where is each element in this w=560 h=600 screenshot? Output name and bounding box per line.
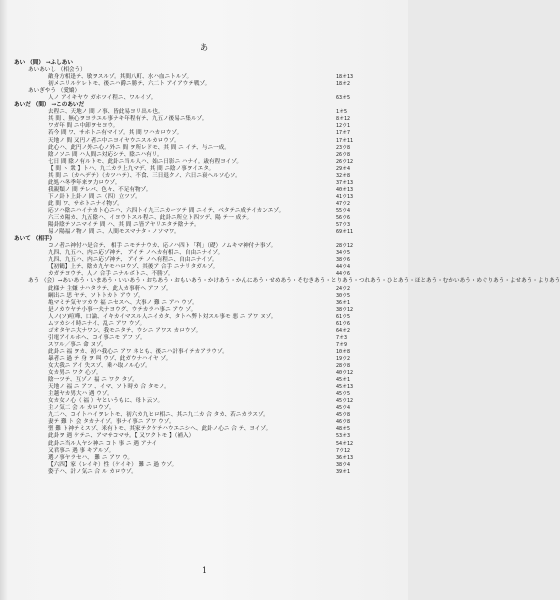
citation-row (0, 145, 408, 152)
citation-row (0, 455, 408, 462)
entry-text: 綱出ニ 思 ヤテ、ソトトカト アウ ゾ。 (48, 292, 144, 299)
folio-reference: 47ウ2 (336, 200, 351, 207)
citation-row (0, 363, 408, 370)
citation-row (0, 229, 408, 236)
folio-reference: 29オ4 (336, 165, 351, 172)
entry-text: 若今 間 ワ、サホトニ有マイゾ。其 間 ワハカロウゾ。 (48, 130, 183, 137)
folio-reference: 7ウ12 (336, 447, 351, 454)
entry-text: 天地ノ 間 又円ノ者ニ中ニヨイヤウニスルカロウゾ。 (48, 137, 180, 144)
citation-row (0, 307, 408, 314)
entry-text: 易ノ陽福ノ物ノ 間 ニ、人間モスマナタ・ノソマワ。 (48, 229, 180, 236)
folio-reference: 28ウ8 (336, 363, 351, 370)
entry-text: 【初鶴】上テ、陰カ九ヤモハロウゾ、其後ア 合手 ニナリタガルゾ。 (48, 264, 219, 271)
folio-reference: 32オ8 (336, 172, 351, 179)
entry-text: 此卦ヲ 遇 ケテニ、アマサコマサ。【 又ワクトモ 】（補入） (48, 433, 195, 440)
entry-text: 九四、九五ハ、内ニ応ゾ神テ、 アイテ ノヘ有程ニ、自由ニナイゾ。 (48, 257, 218, 264)
folio-reference: 17オ7 (336, 130, 351, 137)
citation-row (0, 342, 408, 349)
folio-reference: 48オ5 (336, 426, 351, 433)
folio-reference: 61ウ5 (336, 313, 351, 320)
folio-reference: 18オ2 (336, 81, 351, 88)
folio-reference: 40ウ12 (336, 370, 354, 377)
entry-text: 【六四】家（レイキ）性（ケイキ） 難 ニ 過 ウゾ。 (48, 461, 178, 468)
entry-text: 聖 難 ト神テミスゾ、米有トモ、其家テクケテハウエニシヘ、此卦ノ心ニ 合 テ、ヨイゾ。 (48, 426, 272, 433)
folio-reference: 54オ12 (336, 440, 354, 447)
folio-reference: 57ウ3 (336, 222, 351, 229)
entry-text: 女大我ニ アイ 失スゾ、乗ハ取ノル心ゾ。 (48, 363, 151, 370)
folio-reference: 19ウ2 (336, 355, 351, 362)
index-entries (0, 60, 560, 476)
entry-text: ゴオタヤニ大ナワン、我モニタテ、ウシニ アワス カロウゾ。 (48, 327, 202, 334)
citation-row (0, 173, 408, 180)
folio-reference: 17オ11 (336, 137, 354, 144)
citation-row (0, 314, 408, 321)
entry-text: ワガ年 間 ニ中卸ヲセヨウ。 (48, 123, 119, 130)
entry-text: 是ノカウヤテ小事一夫ナヨウグ、ウテカラハ事ニ アウ ゾ。 (48, 306, 197, 313)
entry-text: 天地ノ 福 ニ アフ 、イマ、ソト時カ 合 タモノ。 (48, 384, 170, 391)
entry-text: 此卦ニ 福 ヲカ、初ハ我心ニ アワ ネとも、後ニハ計事イテカアラウゾ。 (48, 348, 228, 355)
entry-text: 六三カ陽カ、九五陰ハ、イヨウトスル程ニ、此卦ニ所立ト四ツデ、陽 テ一 成テ。 (48, 215, 253, 222)
page-number: 1 (202, 566, 208, 575)
entry-text: 此心ハ、此円ノ外ニ心ノ外ニ 間 ヲ所レドモ、其 間 ニ イテ、与ニ一成。 (48, 144, 230, 151)
citation-row (0, 441, 408, 448)
folio-reference: 69オ11 (336, 229, 354, 236)
folio-reference: 45オ1 (336, 377, 351, 384)
entry-text: あい （間） →ふしあい (14, 60, 73, 66)
entry-text: 人ノ アイキヤウ ガホツイ程ニ、ワルイゾ。 (48, 95, 157, 102)
folio-reference: 18オ13 (336, 74, 354, 81)
entry-text: 去程ニ、天地ノ 間 ノ事、皆此易ヨリ出ル也。 (48, 109, 164, 116)
folio-reference: 1オ5 (336, 109, 348, 116)
folio-reference: 23ウ8 (336, 144, 351, 151)
citation-row (0, 462, 408, 469)
citation-row (0, 180, 408, 187)
citation-row (0, 469, 408, 476)
citation-row (0, 300, 408, 307)
entry-text: あいあいし （相会う） (28, 67, 86, 74)
citation-row (0, 321, 408, 328)
entry-text: 九四、九五ハ、内ニ応ゾ神テ、 アイテ ノヘカ有相ニ、自由ニナイゾ。 (48, 250, 224, 257)
citation-row (0, 433, 408, 440)
entry-text: 主越ヤカ男大ハ 遇 ウゾ。 (48, 391, 113, 398)
folio-reference: 26ウ12 (336, 158, 354, 165)
folio-reference: 39オ1 (336, 468, 351, 475)
citation-row (0, 448, 408, 455)
folio-reference: 40オ13 (336, 186, 354, 193)
entry-text: あいぎやう （愛嬌） (28, 88, 81, 95)
citation-row (0, 349, 408, 356)
folio-reference: 36オ13 (336, 454, 354, 461)
folio-reference: 26ウ8 (336, 151, 351, 158)
folio-reference: 44ウ6 (336, 271, 351, 278)
entry-text: 又君事ニ 遇 事 キアルゾ。 (48, 447, 115, 454)
folio-reference: 46ウ8 (336, 419, 351, 426)
folio-reference: 45ウ8 (336, 412, 351, 419)
entry-text: 此卦ニ当ル人ヤシ神ニ コト 事 ニ 遇 アナイ (48, 440, 158, 447)
citation-row (0, 286, 408, 293)
folio-reference: 64オ2 (336, 327, 351, 334)
folio-reference: 61ウ6 (336, 320, 351, 327)
entry-text: あう （会）→あいあう・いまあう・いいあう・おちあう・おもいあう・かけあう・かんにあう・せめあう・そむきあう・とりあう・つれあう・ひとあう・ほとあう・むかいあう・めぐりあう・よせあう・よりあう (28, 278, 560, 285)
entry-text: 暴者ニ 過 テ 身 ヲ 叫 ウゾ、此ガウナハイヤ ゾ。 (48, 355, 172, 362)
entry-text: 人ノ(ソ)喧嘩、口論、イキカイマスル人ニイカタ、タトヘ弊ト対スル事モ 悪 ニ アワ ヌゾ。 (48, 313, 277, 320)
entry-text: あいだ （間） →このあいだ (14, 102, 85, 109)
folio-reference: 36オ1 (336, 299, 351, 306)
folio-reference: 38ウ12 (336, 306, 354, 313)
entry-text: 応ソハ陰ニハイナカト心ニハ、六四トイ九三ニカーツテ 間 ニイテ、ベタテニ成テイカンエゾ。 (48, 207, 285, 214)
entry-text: 主ノ気二 会 ル カロウゾ。 (48, 405, 115, 412)
citation-row (0, 208, 408, 215)
folio-reference: 30ウ5 (336, 292, 351, 299)
entry-text: 引電アイルホヘ、コイ事ニモ アフ ゾ。 (48, 334, 146, 341)
folio-reference: 56ウ6 (336, 215, 351, 222)
citation-row (0, 166, 408, 173)
entry-text: 陽卦陰テソニマイテ 間 ハ、其 間 ニ皆アヤリエタテ陰ナテ。 (48, 222, 200, 229)
folio-reference: 24ウ2 (336, 285, 351, 292)
entry-text: 其 間 ニ（カヘデテ）（カツハテ）、不食、三日退クノ、六日ニ衰ヘルソ心ソ。 (48, 172, 241, 179)
folio-reference: 28ウ12 (336, 243, 354, 250)
entry-text: 敵身方相逢テ、敏ヲスルゾ。其間八町、水ハ血ニトルゾ。 (48, 74, 193, 81)
folio-reference: 37オ13 (336, 179, 354, 186)
folio-reference: 45ウ5 (336, 391, 351, 398)
folio-reference: 38ウ4 (336, 461, 351, 468)
folio-reference: 45ウ12 (336, 398, 354, 405)
citation-row (0, 335, 408, 342)
folio-reference: 53オ3 (336, 433, 351, 440)
folio-reference: 63オ5 (336, 95, 351, 102)
citation-row (0, 194, 408, 201)
entry-text: カガテヨウテ、人ノ 合手 ニナルボトニ、不勝ゾ。 (48, 271, 174, 278)
folio-reference: 10オ8 (336, 348, 351, 355)
subheading-row (0, 278, 560, 285)
folio-reference: 8オ12 (336, 116, 351, 123)
entry-text: ムツカシイ時ニナイ、乱ニ アワ ウゾ。 (48, 320, 146, 327)
entry-text: 選ノ事ヤラセハ、 難 ニ アワ ウ。 (48, 454, 133, 461)
entry-text: 陰ノソニ 間 ハ人間ニ対応シテ、陰ニハ有リ。 (48, 151, 163, 158)
citation-row (0, 201, 408, 208)
folio-reference: 44ウ4 (336, 264, 351, 271)
folio-reference: 34ウ5 (336, 250, 351, 257)
citation-row (0, 138, 408, 145)
headword-row (0, 60, 408, 67)
citation-row (0, 130, 408, 137)
entry-text: 此様ナ 主嫌 ナハタラテ、此人カ事軒ヘ アフ ゾ。 (48, 285, 172, 292)
entry-text: 下ノ卦ト上卦ノ 間 ニ（四）立ツゾ。 (48, 193, 141, 200)
entry-text: 七日 間 陰ノ有ルトモ、此卦ニ当ル人ハ、始ニ日影ニ ハナイ。歳有程ヨイゾ。 (48, 158, 243, 165)
citation-row (0, 187, 408, 194)
folio-reference: 45オ13 (336, 384, 354, 391)
folio-reference: 45ウ4 (336, 405, 351, 412)
entry-text: 此処ハ冬季年来ヲ力ロウゾ。 (48, 179, 121, 186)
citation-row (0, 293, 408, 300)
folio-reference: 38ウ6 (336, 257, 351, 264)
folio-reference: 12ウ1 (336, 123, 351, 130)
entry-text: 【 間 ヽ 衆 】トハ、九二カラ上九マデ、其 間 ニ陰ノ事ヲイエタ。 (48, 165, 215, 172)
entry-text: 姿子ハ、計ノ気ニ 合 ル カロウゾ。 (48, 468, 137, 475)
entry-text: 陰一ツテ、互ゾノ 福 ニ ワク タゾ。 (48, 377, 138, 384)
section-kana-heading: あ (200, 43, 208, 52)
entry-text: 女カ男ニ ワク 心ゾ。 (48, 370, 102, 377)
entry-text: 初メニリルケレトモ、後ニハ爵ニ勝テ、六二ト アイアウテ戦ゾ。 (48, 81, 211, 88)
folio-reference: 7オ3 (336, 334, 348, 341)
entry-text: 亀マミテ気ヤツカウ 福 ニセスヘ、大事ノ 難 ニ アハ ウゾ。 (48, 299, 198, 306)
entry-text: あいて （相手） (14, 236, 56, 243)
bleed-through-text (196, 0, 396, 30)
citation-row (0, 328, 408, 335)
folio-reference: 55ウ4 (336, 207, 351, 214)
entry-text: 九二ハ、コイトハイヲレトモ、初六カ九ヒロ相ニ、其ニ九二カ 合 タカ、若ニカラスゾ。 (48, 412, 269, 419)
entry-text: スワル／事ニ 命 ヌゾ。 (48, 341, 107, 348)
citation-row (0, 356, 408, 363)
entry-text: 我親類ノ 間 テレバ、色々、不足有物ゾ。 (48, 186, 152, 193)
entry-text: 妻テ 難 ト 会 タカナイゾ。事ナイ事ニ アワ ウゾ。 (48, 419, 175, 426)
folio-reference: 41ウ13 (336, 193, 354, 200)
entry-text: 此 間 ワ、サホトニナイ物ゾ。 (48, 200, 123, 207)
entry-text: コノ者ニ神付ハ是合テ、 相手 ニモテナウカ、応ノハ四ト「利」（礎）ノムキマ神付ナ事ゾ。 (48, 243, 277, 250)
entry-text: 女カ女ノ心（ 福 ）ヤというもに、母ト云ソ。 (48, 398, 164, 405)
citation-row (0, 152, 408, 159)
citation-row (0, 159, 408, 166)
entry-text: 其 間 、無心ヲヨラユル事ナキ年程有テ、九五ノ後易ニ集ルゾ。 (48, 116, 208, 123)
folio-reference: 7オ9 (336, 341, 348, 348)
